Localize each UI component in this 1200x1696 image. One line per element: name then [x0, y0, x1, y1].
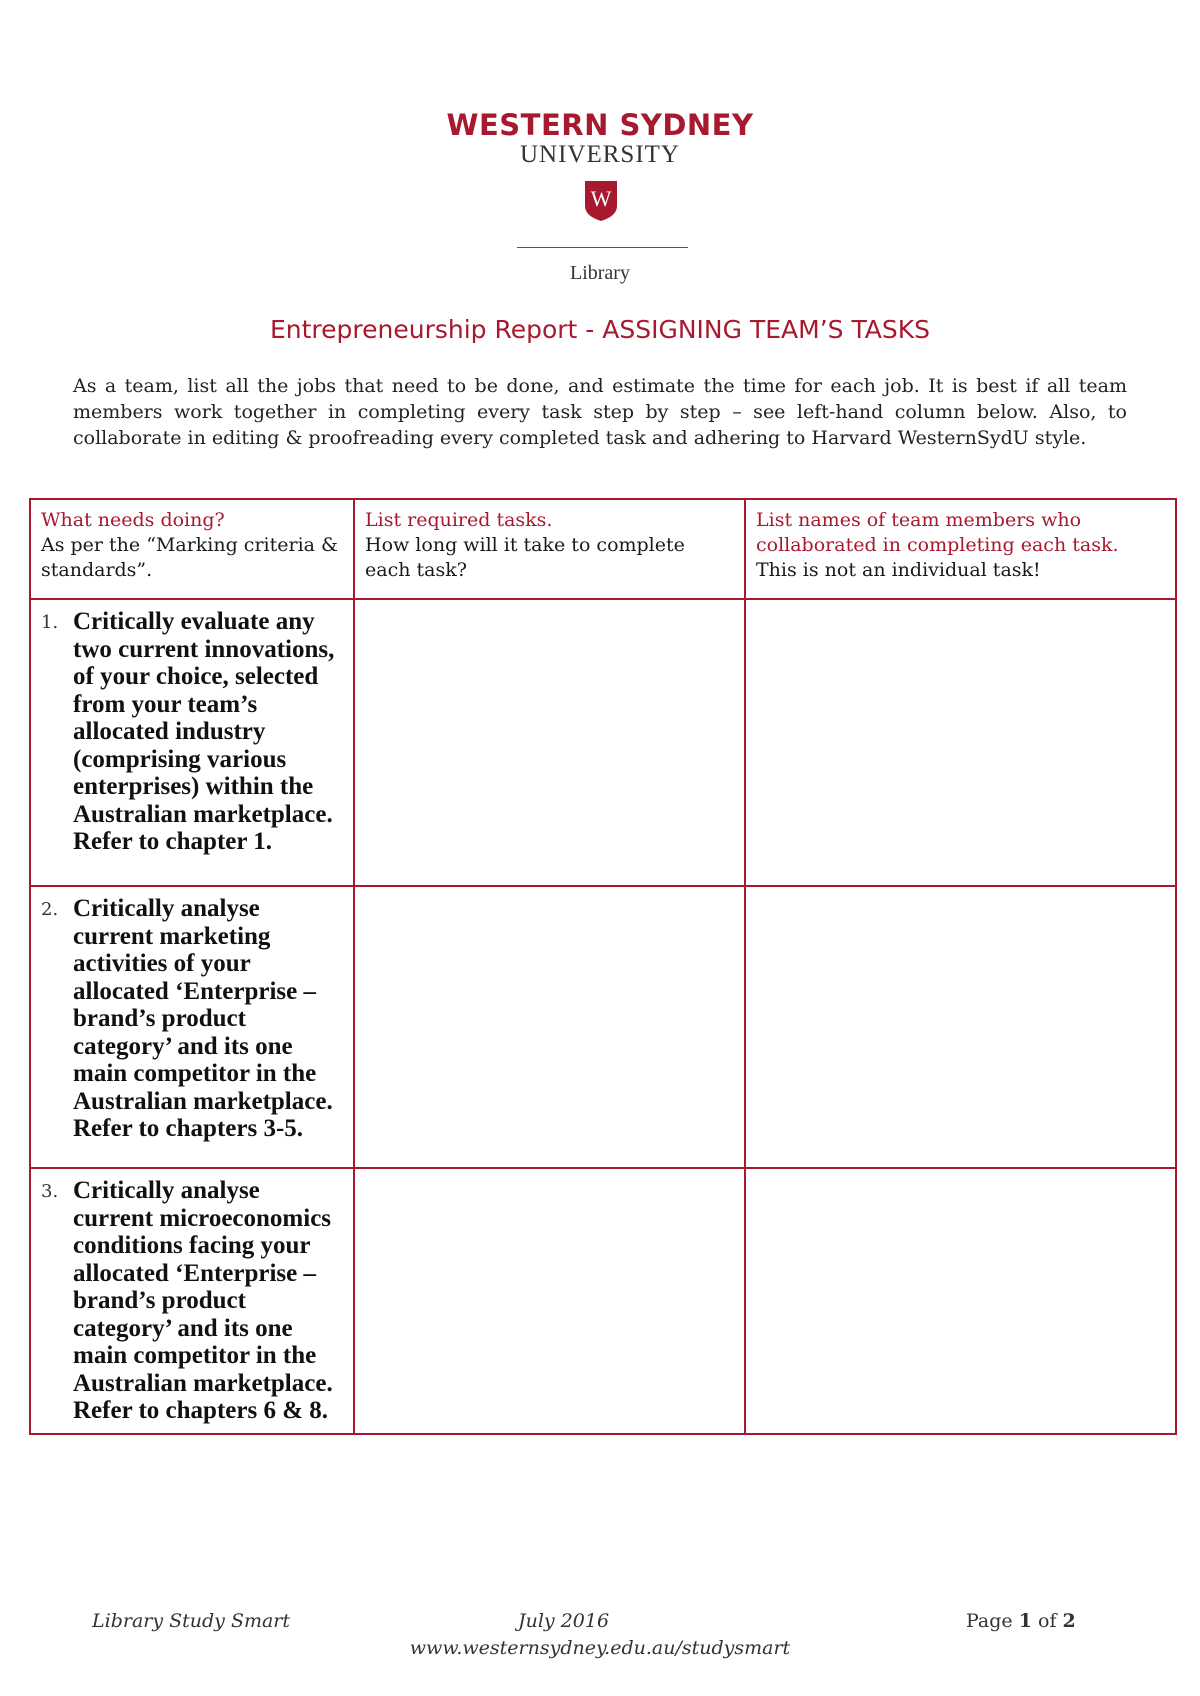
task-text: Critically analyse current marketing activities of your allocated ‘Enterprise – brand’s product category’ and its one main competitor in the Australian marketplace. Refer to chapters 3-5. [73, 895, 333, 1142]
task-text: Critically evaluate any two current innovations, of your choice, selected from your team’s allocated industry (comprising various enterprises) within the Australian marketplace. Refer to chapter 1. [73, 608, 335, 855]
library-label: Library [570, 262, 630, 284]
footer-left: Library Study Smart [92, 1610, 291, 1632]
logo-line-1: WESTERN SYDNEY [446, 108, 754, 142]
footer-url[interactable]: www.westernsydney.edu.au/studysmart [409, 1637, 791, 1659]
page-total: 2 [1062, 1610, 1076, 1632]
header-label: List names of team members who collaborated in completing each task. [756, 509, 1119, 556]
task-description-cell [30, 599, 354, 886]
header-team-members [745, 499, 1176, 599]
table-row [30, 599, 1176, 886]
task-description-cell [30, 1168, 354, 1434]
header-note: This is not an individual task! [756, 559, 1041, 581]
page-number [966, 1610, 1076, 1632]
team-members-cell[interactable] [745, 1168, 1176, 1434]
table-row [30, 886, 1176, 1168]
page-title: Entrepreneurship Report - ASSIGNING TEAM’S TASKS [269, 315, 931, 344]
required-tasks-cell[interactable] [354, 886, 745, 1168]
task-number: 1. [41, 612, 59, 633]
header-note: As per the “Marking criteria & standards”. [41, 534, 338, 581]
header-label: List required tasks. [365, 509, 553, 531]
shield-letter: W [590, 186, 612, 211]
logo-divider [517, 247, 688, 248]
tasks-table [29, 498, 1177, 1435]
intro-paragraph: As a team, list all the jobs that need to be done, and estimate the time for each job. It is best if all team members work together in completing every task step by step – see left-hand column below. Also, to collaborate in editing & proofreading every completed task and adhering to Harvard WesternSydU style. [73, 375, 1127, 449]
header-what-needs-doing [30, 499, 354, 599]
task-number: 3. [41, 1181, 59, 1202]
task-number: 2. [41, 899, 59, 920]
required-tasks-cell[interactable] [354, 599, 745, 886]
university-logo [0, 108, 1200, 168]
shield-icon [584, 180, 618, 222]
page-prefix: Page [966, 1610, 1013, 1632]
logo-line-2: UNIVERSITY [520, 141, 680, 168]
header-note: How long will it take to complete each task? [365, 534, 685, 581]
required-tasks-cell[interactable] [354, 1168, 745, 1434]
task-text: Critically analyse current microeconomics conditions facing your allocated ‘Enterprise – brand’s product category’ and its one main competitor in the Australian marketplace. Refer to chapters 6 & 8. [73, 1177, 333, 1424]
team-members-cell[interactable] [745, 886, 1176, 1168]
page-current: 1 [1018, 1610, 1032, 1632]
header-required-tasks [354, 499, 745, 599]
page-of: of [1038, 1610, 1057, 1632]
task-description-cell [30, 886, 354, 1168]
footer-date: July 2016 [518, 1610, 610, 1632]
team-members-cell[interactable] [745, 599, 1176, 886]
header-label: What needs doing? [41, 509, 225, 531]
table-header-row [30, 499, 1176, 599]
table-row [30, 1168, 1176, 1434]
